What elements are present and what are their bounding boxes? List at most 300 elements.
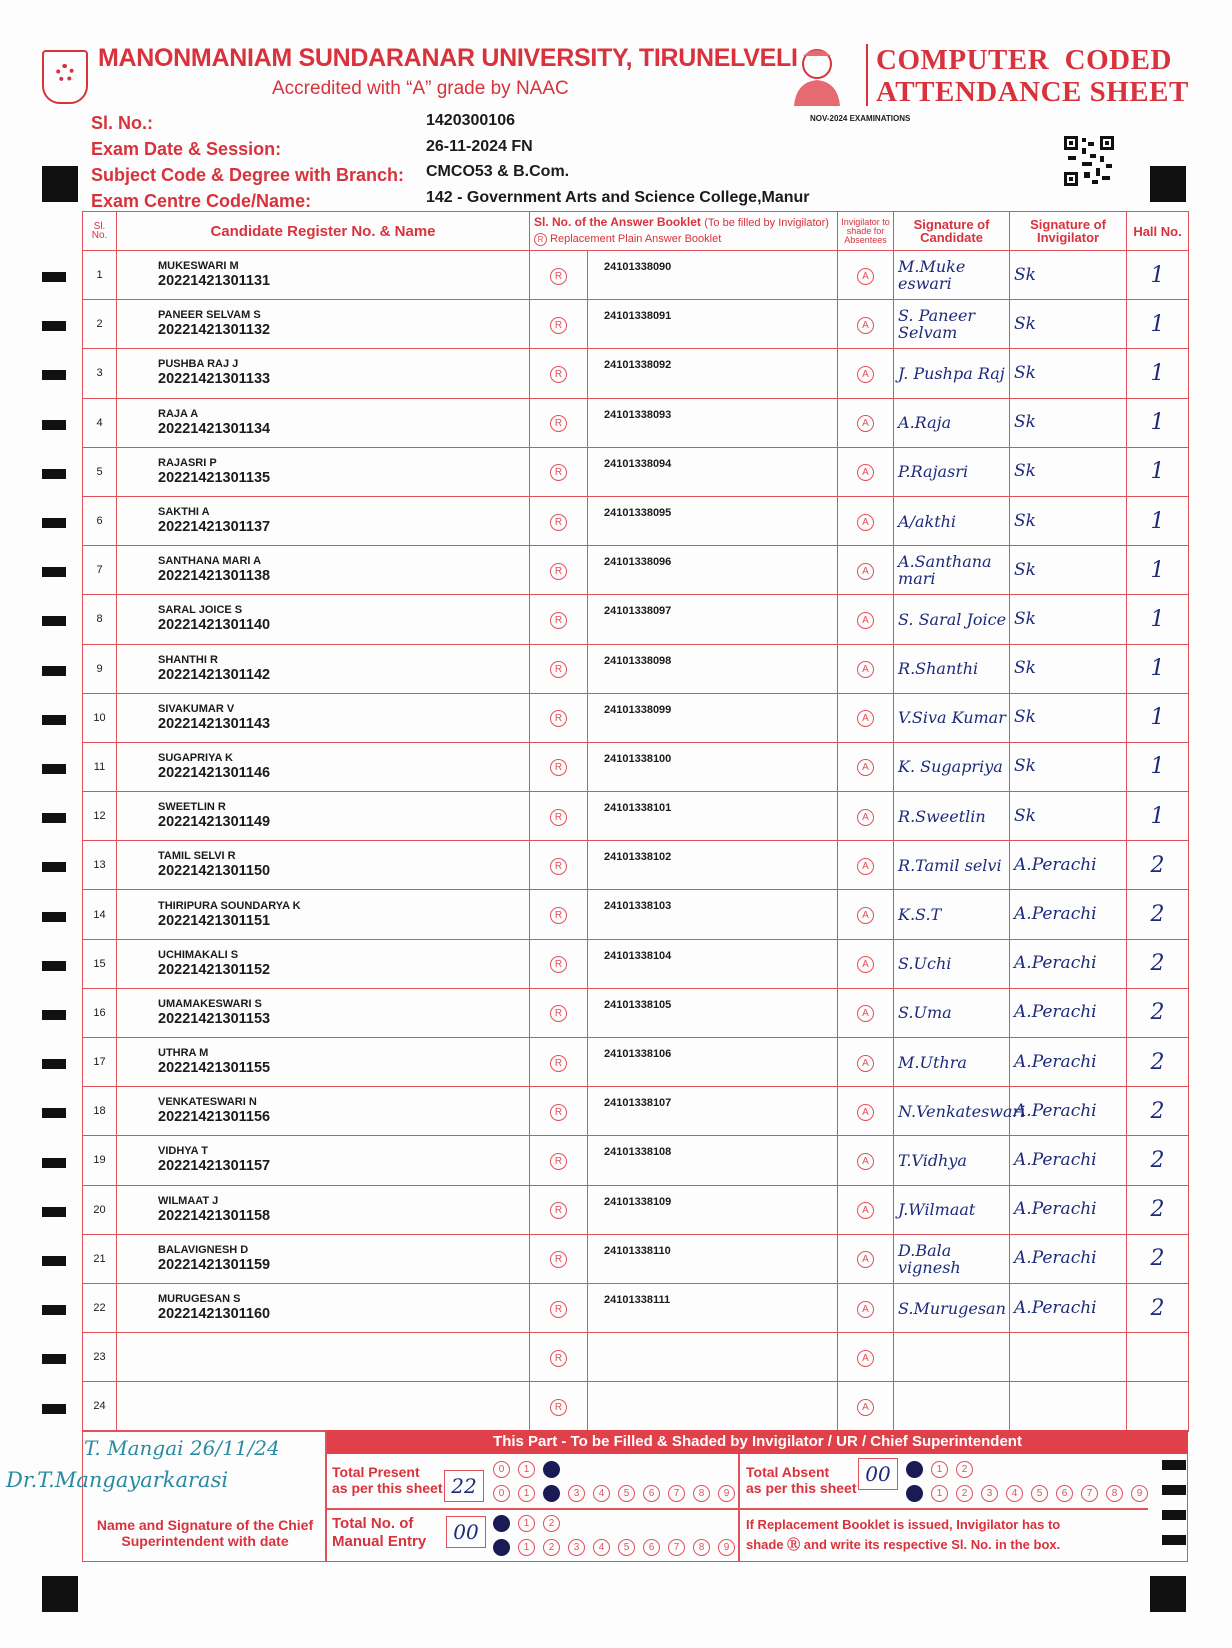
absent-bubble[interactable]: A bbox=[857, 415, 874, 432]
absent-bubble[interactable]: A bbox=[857, 1153, 874, 1170]
exam-details-labels: Sl. No.: Exam Date & Session: Subject Code & Degree with Branch: Exam Centre Code/Name: bbox=[91, 113, 405, 211]
digit-bubble[interactable]: 3 bbox=[568, 1539, 585, 1556]
candidate-signature: D.Bala vignesh bbox=[894, 1234, 1010, 1283]
candidate-name: SUGAPRIYA K bbox=[158, 751, 233, 764]
invigilator-signature: A.Perachi bbox=[1010, 1136, 1127, 1185]
row-slno: 7 bbox=[83, 546, 117, 595]
digit-bubble[interactable]: 9 bbox=[718, 1539, 735, 1556]
candidate-signature: T.Vidhya bbox=[894, 1136, 1010, 1185]
row-replacement bbox=[530, 890, 588, 939]
replacement-bubble[interactable]: R bbox=[550, 366, 567, 383]
hall-number: 1 bbox=[1127, 496, 1189, 545]
invigilator-signature: A.Perachi bbox=[1010, 939, 1127, 988]
row-slno: 10 bbox=[83, 693, 117, 742]
digit-bubble[interactable]: 0 bbox=[906, 1461, 923, 1478]
candidate-signature: S. Paneer Selvam bbox=[894, 300, 1010, 349]
digit-bubble[interactable]: 5 bbox=[1031, 1485, 1048, 1502]
absent-bubble[interactable]: A bbox=[857, 661, 874, 678]
table-row bbox=[83, 1333, 1189, 1382]
replacement-bubble[interactable]: R bbox=[550, 1202, 567, 1219]
hall-number: 1 bbox=[1127, 251, 1189, 300]
table-row bbox=[83, 1087, 1189, 1136]
row-slno: 14 bbox=[83, 890, 117, 939]
row-replacement bbox=[530, 251, 588, 300]
booklet-number: 24101338107 bbox=[588, 1087, 838, 1136]
invigilator-signature: A.Perachi bbox=[1010, 890, 1127, 939]
row-replacement bbox=[530, 742, 588, 791]
absent-bubble[interactable]: A bbox=[857, 464, 874, 481]
row-absent bbox=[838, 546, 894, 595]
absent-bubble[interactable]: A bbox=[857, 907, 874, 924]
row-slno: 18 bbox=[83, 1087, 117, 1136]
invigilator-signature: Sk bbox=[1010, 546, 1127, 595]
replacement-bubble[interactable]: R bbox=[550, 661, 567, 678]
replacement-bubble[interactable]: R bbox=[550, 1251, 567, 1268]
absent-bubble[interactable]: A bbox=[857, 1202, 874, 1219]
candidate-signature: S.Murugesan bbox=[894, 1283, 1010, 1332]
chief-name: Dr.T.Mangayarkarasi bbox=[6, 1468, 229, 1492]
invigilator-signature: Sk bbox=[1010, 496, 1127, 545]
row-candidate bbox=[117, 398, 530, 447]
row-slno: 8 bbox=[83, 595, 117, 644]
row-absent bbox=[838, 1234, 894, 1283]
digit-bubble[interactable]: 7 bbox=[668, 1539, 685, 1556]
booklet-number: 24101338094 bbox=[588, 447, 838, 496]
row-candidate bbox=[117, 546, 530, 595]
hall-number: 2 bbox=[1127, 1038, 1189, 1087]
replacement-bubble[interactable]: R bbox=[550, 907, 567, 924]
replacement-bubble[interactable]: R bbox=[550, 464, 567, 481]
booklet-number: 24101338108 bbox=[588, 1136, 838, 1185]
timing-mark bbox=[42, 1404, 66, 1414]
candidate-name: SAKTHI A bbox=[158, 506, 210, 519]
candidate-name: RAJASRI P bbox=[158, 456, 217, 469]
row-slno: 19 bbox=[83, 1136, 117, 1185]
candidate-name: SANTHANA MARI A bbox=[158, 555, 262, 568]
absent-bubble[interactable]: A bbox=[857, 563, 874, 580]
table-row bbox=[83, 1382, 1189, 1431]
header-divider bbox=[866, 44, 868, 106]
replacement-bubble[interactable]: R bbox=[550, 710, 567, 727]
timing-mark bbox=[42, 1010, 66, 1020]
hall-number: 2 bbox=[1127, 939, 1189, 988]
replacement-bubble[interactable]: R bbox=[550, 809, 567, 826]
register-number: 20221421301146 bbox=[158, 764, 271, 781]
row-candidate bbox=[117, 1283, 530, 1332]
row-absent bbox=[838, 792, 894, 841]
candidate-name: PANEER SELVAM S bbox=[158, 309, 261, 322]
centre-value: 142 - Government Arts and Science College,Manur bbox=[426, 188, 810, 206]
absent-bubble[interactable]: A bbox=[857, 809, 874, 826]
register-number: 20221421301157 bbox=[158, 1158, 271, 1175]
table-row bbox=[83, 251, 1189, 300]
digit-bubble[interactable]: 2 bbox=[956, 1461, 973, 1478]
row-absent bbox=[838, 1283, 894, 1332]
absent-bubble[interactable]: A bbox=[857, 268, 874, 285]
digit-bubble[interactable]: 4 bbox=[1006, 1485, 1023, 1502]
table-row bbox=[83, 496, 1189, 545]
booklet-number: 24101338102 bbox=[588, 841, 838, 890]
absent-bubble[interactable]: A bbox=[857, 1301, 874, 1318]
digit-bubble[interactable]: 6 bbox=[643, 1539, 660, 1556]
header-slno: Sl. No. bbox=[83, 212, 117, 251]
timing-mark bbox=[42, 764, 66, 774]
candidate-signature: S.Uma bbox=[894, 988, 1010, 1037]
absent-bubble[interactable]: A bbox=[857, 1350, 874, 1367]
replacement-bubble[interactable]: R bbox=[550, 415, 567, 432]
accreditation-text: Accredited with “A” grade by NAAC bbox=[272, 78, 569, 99]
timing-mark bbox=[42, 272, 66, 282]
replacement-bubble[interactable]: R bbox=[550, 1005, 567, 1022]
booklet-number: 24101338111 bbox=[588, 1283, 838, 1332]
booklet-number: 24101338110 bbox=[588, 1234, 838, 1283]
replacement-bubble[interactable]: R bbox=[550, 612, 567, 629]
timing-mark bbox=[42, 1207, 66, 1217]
digit-bubble[interactable]: 3 bbox=[568, 1485, 585, 1502]
footer-divider-1 bbox=[325, 1430, 327, 1562]
candidate-signature bbox=[894, 1382, 1010, 1431]
digit-bubble[interactable]: 1 bbox=[518, 1539, 535, 1556]
digit-bubble[interactable]: 0 bbox=[493, 1539, 510, 1556]
row-slno: 9 bbox=[83, 644, 117, 693]
digit-bubble[interactable]: 2 bbox=[543, 1485, 560, 1502]
register-number: 20221421301160 bbox=[158, 1306, 271, 1323]
table-row bbox=[83, 644, 1189, 693]
replacement-bubble[interactable]: R bbox=[550, 759, 567, 776]
hall-number: 2 bbox=[1127, 1234, 1189, 1283]
replacement-note: If Replacement Booklet is issued, Invigilator has to shade Ⓡ and write its respective Sl. No. in the box. bbox=[746, 1517, 1061, 1552]
row-absent bbox=[838, 693, 894, 742]
absent-bubble[interactable]: A bbox=[857, 1005, 874, 1022]
row-replacement bbox=[530, 1234, 588, 1283]
manual-entry-box[interactable]: 00 bbox=[446, 1516, 486, 1548]
row-replacement bbox=[530, 1038, 588, 1087]
row-candidate bbox=[117, 251, 530, 300]
timing-mark bbox=[42, 715, 66, 725]
invigilator-signature: A.Perachi bbox=[1010, 1185, 1127, 1234]
register-number: 20221421301151 bbox=[158, 912, 271, 929]
row-candidate bbox=[117, 742, 530, 791]
candidate-name: PUSHBA RAJ J bbox=[158, 358, 239, 371]
absent-tens-bubbles[interactable] bbox=[906, 1459, 981, 1478]
row-candidate bbox=[117, 496, 530, 545]
footer-title-bar: This Part - To be Filled & Shaded by Invigilator / UR / Chief Superintendent bbox=[327, 1430, 1188, 1454]
register-number: 20221421301132 bbox=[158, 322, 271, 339]
header-hall: Hall No. bbox=[1127, 212, 1189, 251]
sl-no-value: 1420300106 bbox=[426, 112, 515, 129]
row-absent bbox=[838, 890, 894, 939]
timing-mark bbox=[42, 961, 66, 971]
row-slno: 16 bbox=[83, 988, 117, 1037]
replacement-bubble[interactable]: R bbox=[550, 956, 567, 973]
digit-bubble[interactable]: 1 bbox=[931, 1461, 948, 1478]
digit-bubble[interactable]: 2 bbox=[543, 1515, 560, 1532]
booklet-number: 24101338091 bbox=[588, 300, 838, 349]
table-row bbox=[83, 890, 1189, 939]
hall-number: 2 bbox=[1127, 1185, 1189, 1234]
row-candidate bbox=[117, 1038, 530, 1087]
row-replacement bbox=[530, 1136, 588, 1185]
present-units-bubbles[interactable] bbox=[493, 1483, 743, 1502]
row-absent bbox=[838, 939, 894, 988]
university-name: MANONMANIAM SUNDARANAR UNIVERSITY, TIRUNELVELI bbox=[98, 44, 798, 72]
digit-bubble[interactable]: 2 bbox=[543, 1461, 560, 1478]
row-replacement bbox=[530, 841, 588, 890]
table-row bbox=[83, 398, 1189, 447]
timing-mark bbox=[42, 518, 66, 528]
candidate-signature: M.Muke eswari bbox=[894, 251, 1010, 300]
timing-mark bbox=[42, 567, 66, 577]
absent-bubble[interactable]: A bbox=[857, 366, 874, 383]
digit-bubble[interactable]: 1 bbox=[931, 1485, 948, 1502]
absent-bubble[interactable]: A bbox=[857, 514, 874, 531]
booklet-number: 24101338095 bbox=[588, 496, 838, 545]
booklet-number: 24101338097 bbox=[588, 595, 838, 644]
digit-bubble[interactable]: 0 bbox=[493, 1515, 510, 1532]
invigilator-signature: Sk bbox=[1010, 349, 1127, 398]
digit-bubble[interactable]: 0 bbox=[493, 1461, 510, 1478]
booklet-number bbox=[588, 1333, 838, 1382]
absent-bubble[interactable]: A bbox=[857, 858, 874, 875]
table-body bbox=[83, 251, 1189, 1432]
invigilator-signature bbox=[1010, 1382, 1127, 1431]
replacement-bubble[interactable]: R bbox=[550, 1153, 567, 1170]
replacement-bubble[interactable]: R bbox=[550, 268, 567, 285]
candidate-signature: R.Sweetlin bbox=[894, 792, 1010, 841]
absent-bubble[interactable]: A bbox=[857, 317, 874, 334]
row-slno: 17 bbox=[83, 1038, 117, 1087]
replacement-bubble[interactable]: R bbox=[550, 1055, 567, 1072]
hall-number: 1 bbox=[1127, 742, 1189, 791]
row-replacement bbox=[530, 1185, 588, 1234]
attendance-table bbox=[82, 211, 1189, 1432]
timing-mark bbox=[42, 813, 66, 823]
absent-bubble[interactable]: A bbox=[857, 1055, 874, 1072]
row-candidate bbox=[117, 1087, 530, 1136]
digit-bubble[interactable]: 5 bbox=[618, 1539, 635, 1556]
row-slno: 3 bbox=[83, 349, 117, 398]
digit-bubble[interactable]: 6 bbox=[643, 1485, 660, 1502]
candidate-name: WILMAAT J bbox=[158, 1194, 219, 1207]
row-slno: 4 bbox=[83, 398, 117, 447]
digit-bubble[interactable]: 7 bbox=[668, 1485, 685, 1502]
absent-bubble[interactable]: A bbox=[857, 612, 874, 629]
absent-bubble[interactable]: A bbox=[857, 759, 874, 776]
digit-bubble[interactable]: 0 bbox=[906, 1485, 923, 1502]
exam-date-value: 26-11-2024 FN bbox=[426, 137, 533, 155]
row-candidate bbox=[117, 841, 530, 890]
candidate-signature: M.Uthra bbox=[894, 1038, 1010, 1087]
register-number: 20221421301152 bbox=[158, 961, 271, 978]
absent-bubble[interactable]: A bbox=[857, 1104, 874, 1121]
candidate-signature: A.Santhana mari bbox=[894, 546, 1010, 595]
digit-bubble[interactable]: 9 bbox=[1131, 1485, 1148, 1502]
hall-number: 1 bbox=[1127, 300, 1189, 349]
row-replacement bbox=[530, 496, 588, 545]
timing-mark bbox=[42, 469, 66, 479]
digit-bubble[interactable]: 6 bbox=[1056, 1485, 1073, 1502]
register-number: 20221421301135 bbox=[158, 469, 271, 486]
digit-bubble[interactable]: 3 bbox=[981, 1485, 998, 1502]
table-row bbox=[83, 595, 1189, 644]
table-row bbox=[83, 1283, 1189, 1332]
row-replacement bbox=[530, 1283, 588, 1332]
row-replacement bbox=[530, 988, 588, 1037]
digit-bubble[interactable]: 2 bbox=[543, 1539, 560, 1556]
table-row bbox=[83, 841, 1189, 890]
row-absent bbox=[838, 251, 894, 300]
candidate-name: VENKATESWARI N bbox=[158, 1096, 257, 1109]
candidate-name: VIDHYA T bbox=[158, 1145, 208, 1158]
row-absent bbox=[838, 447, 894, 496]
digit-bubble[interactable]: 0 bbox=[493, 1485, 510, 1502]
timing-mark-bottom-left bbox=[42, 1576, 78, 1612]
candidate-name: UTHRA M bbox=[158, 1047, 209, 1060]
absent-bubble[interactable]: A bbox=[857, 956, 874, 973]
digit-bubble[interactable]: 1 bbox=[518, 1515, 535, 1532]
timing-mark bbox=[42, 912, 66, 922]
row-slno: 5 bbox=[83, 447, 117, 496]
invigilator-signature: Sk bbox=[1010, 644, 1127, 693]
replacement-bubble[interactable]: R bbox=[550, 1104, 567, 1121]
digit-bubble[interactable]: 1 bbox=[518, 1461, 535, 1478]
replacement-bubble[interactable]: R bbox=[550, 514, 567, 531]
hall-number: 1 bbox=[1127, 595, 1189, 644]
timing-mark bbox=[42, 862, 66, 872]
total-present-box[interactable]: 22 bbox=[444, 1470, 484, 1502]
row-absent bbox=[838, 988, 894, 1037]
candidate-signature bbox=[894, 1333, 1010, 1382]
candidate-name: THIRIPURA SOUNDARYA K bbox=[158, 899, 301, 912]
row-candidate bbox=[117, 1333, 530, 1382]
candidate-signature: K.S.T bbox=[894, 890, 1010, 939]
row-absent bbox=[838, 742, 894, 791]
candidate-signature: J. Pushpa Raj bbox=[894, 349, 1010, 398]
replacement-bubble[interactable]: R bbox=[550, 858, 567, 875]
row-candidate bbox=[117, 300, 530, 349]
manual-tens-bubbles[interactable] bbox=[493, 1513, 568, 1532]
register-number: 20221421301149 bbox=[158, 814, 271, 831]
absent-bubble[interactable]: A bbox=[857, 1251, 874, 1268]
booklet-number bbox=[588, 1382, 838, 1431]
subject-value: CMCO53 & B.Com. bbox=[426, 163, 570, 180]
digit-bubble[interactable]: 4 bbox=[593, 1539, 610, 1556]
row-candidate bbox=[117, 644, 530, 693]
header-invigilator-signature: Signature of Invigilator bbox=[1010, 212, 1127, 251]
booklet-number: 24101338092 bbox=[588, 349, 838, 398]
digit-bubble[interactable]: 2 bbox=[956, 1485, 973, 1502]
row-candidate bbox=[117, 792, 530, 841]
register-number: 20221421301142 bbox=[158, 666, 271, 683]
chief-superintendent-label: Name and Signature of the Chief Superintendent with date bbox=[96, 1517, 314, 1549]
absent-units-bubbles[interactable] bbox=[906, 1483, 1156, 1502]
candidate-signature: R.Shanthi bbox=[894, 644, 1010, 693]
candidate-signature: N.Venkateswari bbox=[894, 1087, 1010, 1136]
table-row bbox=[83, 300, 1189, 349]
hall-number: 1 bbox=[1127, 792, 1189, 841]
invigilator-signature: A.Perachi bbox=[1010, 1283, 1127, 1332]
hall-number bbox=[1127, 1333, 1189, 1382]
hall-number: 2 bbox=[1127, 988, 1189, 1037]
row-slno: 21 bbox=[83, 1234, 117, 1283]
invigilator-signature: A.Perachi bbox=[1010, 1087, 1127, 1136]
invigilator-signature: A.Perachi bbox=[1010, 1234, 1127, 1283]
digit-bubble[interactable]: 1 bbox=[518, 1485, 535, 1502]
table-row bbox=[83, 1136, 1189, 1185]
qr-code-icon bbox=[1064, 136, 1114, 186]
digit-bubble[interactable]: 7 bbox=[1081, 1485, 1098, 1502]
manual-units-bubbles[interactable] bbox=[493, 1537, 743, 1556]
invigilator-signature: Sk bbox=[1010, 398, 1127, 447]
row-absent bbox=[838, 841, 894, 890]
row-absent bbox=[838, 1333, 894, 1382]
invigilator-signature: A.Perachi bbox=[1010, 1038, 1127, 1087]
header-booklet: Sl. No. of the Answer Booklet (To be filled by Invigilator) R Replacement Plain Answer Booklet bbox=[530, 212, 838, 251]
total-absent-box[interactable]: 00 bbox=[858, 1458, 898, 1490]
booklet-number: 24101338098 bbox=[588, 644, 838, 693]
total-absent-label: Total Absent as per this sheet bbox=[746, 1464, 857, 1496]
hall-number: 2 bbox=[1127, 1283, 1189, 1332]
replacement-bubble[interactable]: R bbox=[550, 1301, 567, 1318]
row-absent bbox=[838, 1136, 894, 1185]
table-row bbox=[83, 792, 1189, 841]
table-header-row bbox=[83, 212, 1189, 251]
timing-mark-bottom-right bbox=[1150, 1576, 1186, 1612]
invigilator-signature bbox=[1010, 1333, 1127, 1382]
absent-bubble[interactable]: A bbox=[857, 1399, 874, 1416]
invigilator-signature: Sk bbox=[1010, 251, 1127, 300]
row-slno: 2 bbox=[83, 300, 117, 349]
footer-divider-4 bbox=[738, 1508, 1148, 1510]
row-replacement bbox=[530, 693, 588, 742]
replacement-bubble[interactable]: R bbox=[550, 317, 567, 334]
row-absent bbox=[838, 496, 894, 545]
founder-portrait-icon bbox=[786, 44, 848, 106]
present-tens-bubbles[interactable] bbox=[493, 1459, 568, 1478]
table-row bbox=[83, 693, 1189, 742]
invigilator-signature: Sk bbox=[1010, 792, 1127, 841]
digit-bubble[interactable]: 4 bbox=[593, 1485, 610, 1502]
digit-bubble[interactable]: 5 bbox=[618, 1485, 635, 1502]
booklet-number: 24101338096 bbox=[588, 546, 838, 595]
timing-mark-top-left bbox=[42, 166, 78, 202]
digit-bubble[interactable]: 9 bbox=[718, 1485, 735, 1502]
row-candidate bbox=[117, 447, 530, 496]
timing-mark bbox=[42, 1256, 66, 1266]
row-slno: 6 bbox=[83, 496, 117, 545]
booklet-number: 24101338105 bbox=[588, 988, 838, 1037]
candidate-signature: A/akthi bbox=[894, 496, 1010, 545]
digit-bubble[interactable]: 8 bbox=[693, 1485, 710, 1502]
digit-bubble[interactable]: 8 bbox=[693, 1539, 710, 1556]
exam-details-values bbox=[426, 108, 810, 210]
absent-bubble[interactable]: A bbox=[857, 710, 874, 727]
row-absent bbox=[838, 300, 894, 349]
invigilator-signature: A.Perachi bbox=[1010, 841, 1127, 890]
hall-number: 2 bbox=[1127, 1087, 1189, 1136]
digit-bubble[interactable]: 8 bbox=[1106, 1485, 1123, 1502]
replacement-bubble[interactable]: R bbox=[550, 1350, 567, 1367]
candidate-name: MUKESWARI M bbox=[158, 260, 239, 273]
replacement-bubble[interactable]: R bbox=[550, 563, 567, 580]
row-replacement bbox=[530, 644, 588, 693]
row-slno: 13 bbox=[83, 841, 117, 890]
row-absent bbox=[838, 398, 894, 447]
university-logo bbox=[42, 50, 88, 104]
row-candidate bbox=[117, 595, 530, 644]
replacement-bubble[interactable]: R bbox=[550, 1399, 567, 1416]
booklet-number: 24101338100 bbox=[588, 742, 838, 791]
